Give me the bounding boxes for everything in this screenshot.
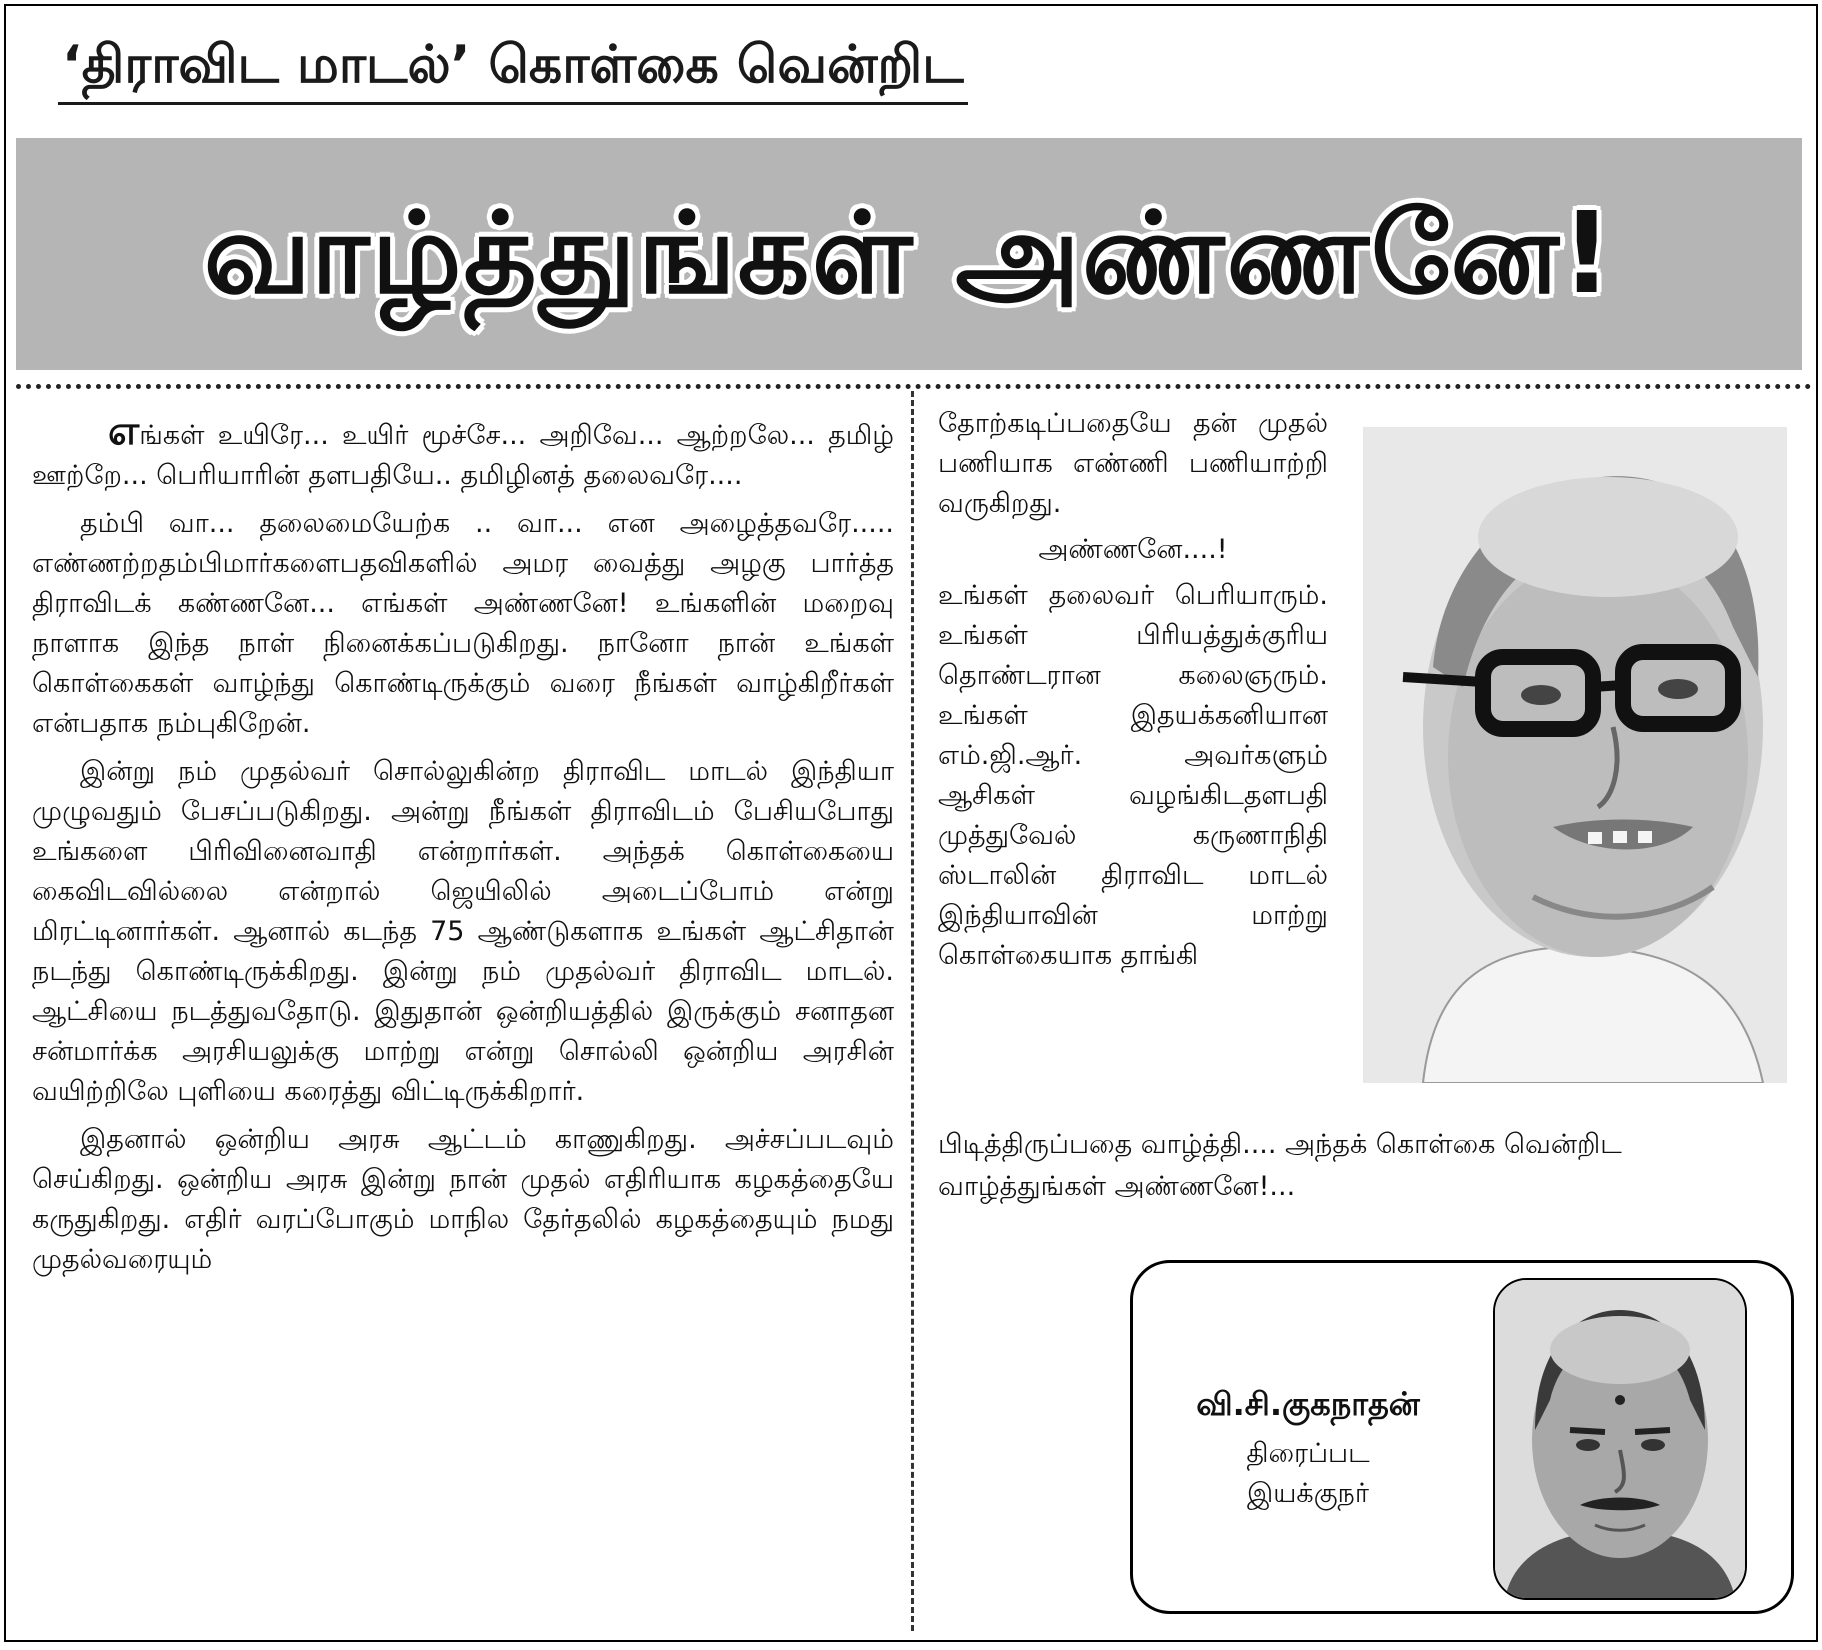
author-portrait-illustration <box>1495 1280 1745 1598</box>
author-role-line-1: திரைப்பட <box>1246 1438 1370 1469</box>
paragraph-2: தம்பி வா... தலைமையேற்க .. வா... என அழைத்தவரே..... எண்ணற்றதம்பிமார்களைபதவிகளில் அமர வைத்து அழகு பார்த்த திராவிடக் கண்ணனே... எங்கள் அண்ணனே! உங்களின் மறைவு நாளாக இந்த நாள் நினைக்கப்படுகிறது. நானோ நான் உங்கள் கொள்கைகள் வாழ்ந்து கொண்டிருக்கும் வரை நீங்கள் வாழ்கிறீர்கள் என்பதாக நம்புகிறேன். <box>32 508 894 739</box>
dotted-separator-vertical <box>911 391 914 1631</box>
paragraph-4: இதனால் ஒன்றிய அரசு ஆட்டம் காணுகிறது. அச்சப்படவும் செய்கிறது. ஒன்றிய அரசு இன்று நான் முதல் எதிரியாக கழகத்தையே கருதுகிறது. எதிர் வரப்போகும் மாநில தேர்தலில் கழகத்தையும் நமது முதல்வரையும் <box>32 1124 894 1275</box>
paragraph-7-continued: பிடித்திருப்பதை வாழ்த்தி.... அந்தக் கொள்கை வென்றிட வாழ்த்துங்கள் அண்ணனே!... <box>938 1129 1622 1202</box>
article-column-right <box>938 404 1328 982</box>
dotted-separator-horizontal <box>16 384 1812 389</box>
drop-cap: எ <box>108 408 140 454</box>
paragraph-1-text: ங்கள் உயிரே... உயிர் மூச்சே... அறிவே... ஆற்றலே... தமிழ் ஊற்றே... பெரியாரின் தளபதியே.. தமிழினத் தலைவரே.... <box>32 420 894 491</box>
paragraph-7: உங்கள் தலைவர் பெரியாரும். உங்கள் பிரியத்துக்குரிய தொண்டரான கலைஞரும். உங்கள் இதயக்கனியான எம்.ஜி.ஆர். அவர்களும் ஆசிகள் வழங்கிடதளபதி முத்துவேல் கருணாநிதி ஸ்டாலின் திராவிட மாடல் இந்தியாவின் மாற்று கொள்கையாக தாங்கி <box>938 580 1328 971</box>
author-photo <box>1493 1278 1747 1600</box>
paragraph-6: அண்ணனே....! <box>1038 534 1228 565</box>
author-name: வி.சி.குகநாதன் <box>1196 1385 1420 1423</box>
author-role <box>1154 1434 1462 1514</box>
paragraph-3: இன்று நம் முதல்வர் சொல்லுகின்ற திராவிட மாடல் இந்தியா முழுவதும் பேசப்படுகிறது. அன்று நீங்கள் திராவிடம் பேசியபோது உங்களை பிரிவினைவாதி என்றார்கள். அந்தக் கொள்கையை கைவிடவில்லை என்றால் ஜெயிலில் அடைப்போம் என்று மிரட்டினார்கள். ஆனால் கடந்த 75 ஆண்டுகளாக உங்கள் ஆட்சிதான் நடந்து கொண்டிருக்கிறது. இன்று நம் முதல்வர் திராவிட மாடல். ஆட்சியை நடத்துவதோடு. இதுதான் ஒன்றியத்தில் இருக்கும் சனாதன சன்மார்க்க அரசியலுக்கு மாற்று என்று சொல்லி ஒன்றிய அரசின் வயிற்றிலே புளியை கரைத்து விட்டிருக்கிறார். <box>32 756 894 1107</box>
leader-portrait-illustration <box>1363 427 1787 1083</box>
main-headline: வாழ்த்துங்கள் அண்ணனே! <box>203 189 1615 319</box>
paragraph-5: தோற்கடிப்பதையே தன் முதல் பணியாக எண்ணி பணியாற்றி வருகிறது. <box>938 408 1328 519</box>
article-column-left <box>32 408 894 1288</box>
paragraph-1 <box>32 408 894 496</box>
newspaper-page <box>4 4 1818 1642</box>
leader-portrait-photo <box>1363 427 1787 1083</box>
kicker-headline: ‘திராவிட மாடல்’ கொள்கை வென்றிட <box>58 28 968 105</box>
headline-banner <box>16 138 1802 370</box>
author-role-line-2: இயக்குநர் <box>1247 1478 1369 1509</box>
